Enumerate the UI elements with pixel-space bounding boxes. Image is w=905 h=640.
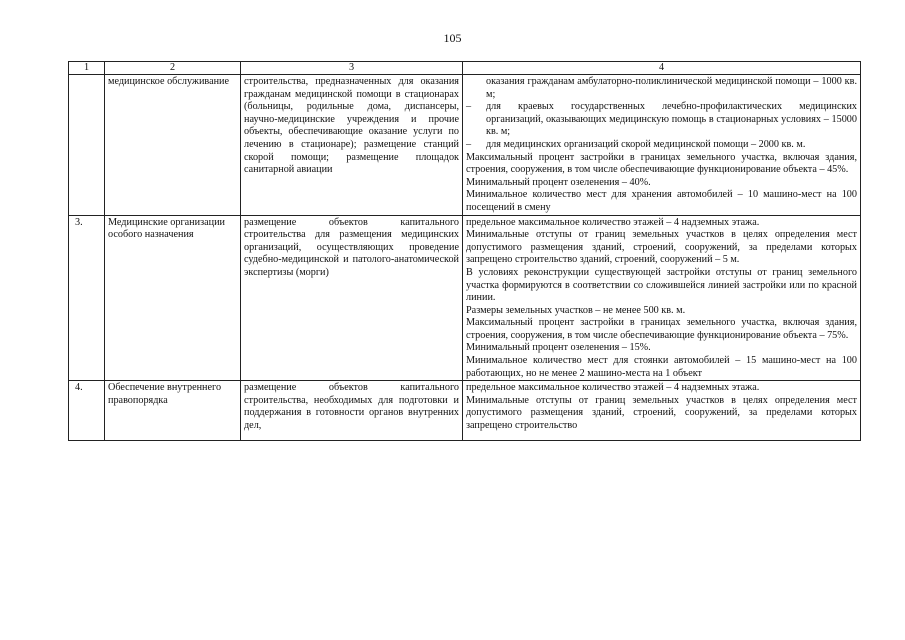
param-text: Минимальный процент озеленения – 40%.: [466, 176, 651, 188]
row-description: строительства, предназначенных для оказания гражданам медицинской помощи в стационарах (больницы, родильные дома, диспансеры, научно-медицинские учреждения и прочие объекты, обеспечивающие оказание услуги по лечению в стационаре); размещение станций скорой помощи; размещение площадок санитарной авиации: [241, 75, 463, 216]
param-text: Минимальные отступы от границ земельных участков в целях определения мест допустимого размещения зданий, строений, сооружений, за пределами которых запрещено строительство: [466, 394, 857, 432]
table-row: [69, 75, 861, 216]
table-header-row: [69, 62, 861, 75]
param-text: Минимальные отступы от границ земельных участков в целях определения мест допустимого размещения зданий, строений, сооружений, за пределами которых запрещено строительство зданий, строений, сооружений – 5 м.: [466, 229, 857, 266]
row-description: размещение объектов капитального строительства для размещения медицинских организаций, осуществляющих проведение судебно-медицинской и патолого-анатомической экспертизы (морги): [241, 215, 463, 381]
dash-list-item: – для медицинских организаций скорой медицинской помощи – 2000 кв. м.: [466, 138, 806, 150]
header-col-3: 3: [241, 62, 463, 75]
table-row: [69, 215, 861, 381]
param-text: Минимальное количество мест для хранения автомобилей – 10 машино-мест на 100 посещений в смену: [466, 189, 857, 213]
param-text: Размеры земельных участков – не менее 500 кв. м.: [466, 304, 686, 316]
page-number: 105: [443, 31, 462, 45]
row-name: медицинское обслуживание: [105, 75, 241, 216]
row-parameters: [463, 215, 861, 381]
header-col-2: 2: [105, 62, 241, 75]
row-description: размещение объектов капитального строительства, необходимых для подготовки и поддержания в готовности органов внутренних дел,: [241, 381, 463, 441]
param-text: Минимальный процент озеленения – 15%.: [466, 342, 651, 354]
param-text: предельное максимальное количество этажей – 4 надземных этажа.: [466, 382, 760, 394]
param-text: Максимальный процент застройки в границах земельного участка, включая здания, строения, сооружения, в том числе обеспечивающие функционирование объекта – 75%.: [466, 317, 857, 341]
row-parameters: [463, 381, 861, 441]
zoning-regulations-table: [68, 61, 861, 441]
param-text: Минимальное количество мест для стоянки автомобилей – 15 машино-мест на 100 работающих, но не менее 2 машино-места на 1 объект: [466, 355, 857, 379]
row-name: Медицинские организации особого назначения: [105, 215, 241, 381]
row-parameters: [463, 75, 861, 216]
param-text: В условиях реконструкции существующей застройки отступы от границ земельного участка формируются в соответствии со сложившейся линией застройки или по красной линии.: [466, 266, 857, 304]
param-text: предельное максимальное количество этажей – 4 надземных этажа.: [466, 216, 760, 228]
row-number: 4.: [69, 381, 105, 441]
param-text: оказания гражданам амбулаторно-поликлинической медицинской помощи – 1000 кв. м;: [486, 76, 857, 100]
row-number: 3.: [69, 215, 105, 381]
row-number: [69, 75, 105, 216]
dash-list-item: – для краевых государственных лечебно-профилактических медицинских организаций, оказывающих медицинскую помощь в стационарных условиях – 15000 кв. м;: [466, 101, 857, 138]
table-row: [69, 381, 861, 441]
header-col-4: 4: [463, 62, 861, 75]
param-text: Максимальный процент застройки в границах земельного участка, включая здания, строения, сооружения, в том числе обеспечивающие функционирование объекта – 45%.: [466, 151, 857, 176]
header-col-1: 1: [69, 62, 105, 75]
row-name: Обеспечение внутреннего правопорядка: [105, 381, 241, 441]
